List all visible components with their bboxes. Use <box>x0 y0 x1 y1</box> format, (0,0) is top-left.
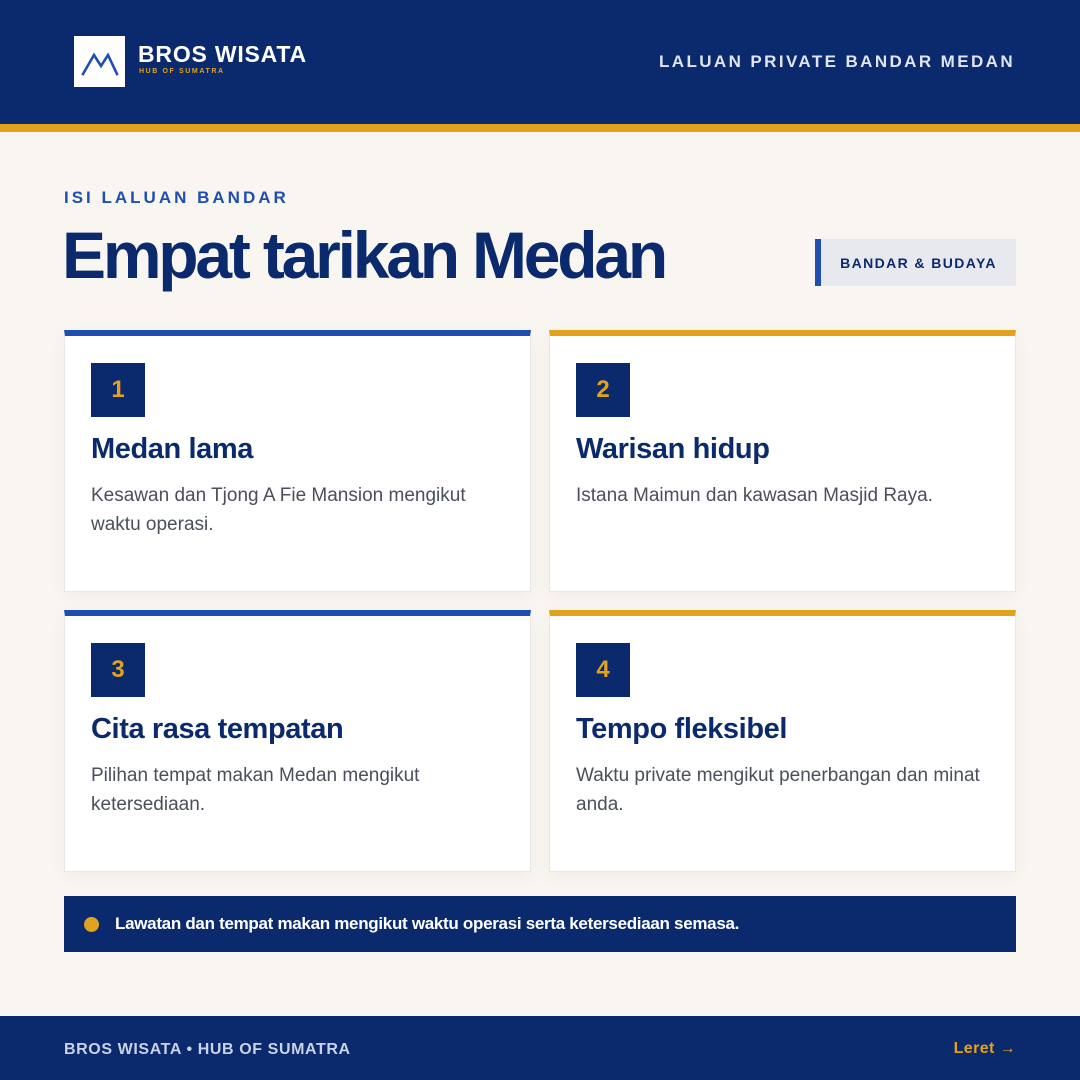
page-title: Empat tarikan Medan <box>62 218 666 292</box>
card-description: Istana Maimun dan kawasan Masjid Raya. <box>576 485 933 506</box>
notice-text: Lawatan dan tempat makan mengikut waktu operasi serta ketersediaan semasa. <box>115 914 740 933</box>
header-accent-stripe <box>0 124 1080 132</box>
footer-brand: BROS WISATA • HUB OF SUMATRA <box>64 1041 351 1058</box>
section-eyebrow: ISI LALUAN BANDAR <box>64 188 289 207</box>
card-number: 3 <box>91 643 145 697</box>
brand-tagline: HUB OF SUMATRA <box>139 68 225 75</box>
page-header <box>0 0 1080 124</box>
header-title: LALUAN PRIVATE BANDAR MEDAN <box>659 52 1015 71</box>
attraction-card <box>64 610 531 872</box>
card-title: Cita rasa tempatan <box>91 713 344 745</box>
notice-bar <box>64 896 1016 952</box>
swipe-next-link[interactable]: Leret → <box>953 1040 1016 1057</box>
attraction-card <box>64 330 531 592</box>
page-footer <box>0 1016 1080 1080</box>
card-title: Warisan hidup <box>576 433 770 465</box>
card-number: 4 <box>576 643 630 697</box>
brand-logo <box>74 36 125 87</box>
brand-name: BROS WISATA <box>138 41 307 67</box>
card-number: 2 <box>576 363 630 417</box>
attraction-card <box>549 330 1016 592</box>
card-title: Medan lama <box>91 433 253 465</box>
mountain-icon <box>80 47 120 77</box>
card-description: Kesawan dan Tjong A Fie Mansion mengikut waktu operasi. <box>91 485 466 535</box>
card-title: Tempo fleksibel <box>576 713 788 745</box>
card-number: 1 <box>91 363 145 417</box>
category-badge: BANDAR & BUDAYA <box>815 239 1016 286</box>
bullet-dot-icon <box>84 917 99 932</box>
attraction-card <box>549 610 1016 872</box>
card-description: Waktu private mengikut penerbangan dan minat anda. <box>576 765 980 815</box>
card-description: Pilihan tempat makan Medan mengikut ketersediaan. <box>91 765 420 815</box>
